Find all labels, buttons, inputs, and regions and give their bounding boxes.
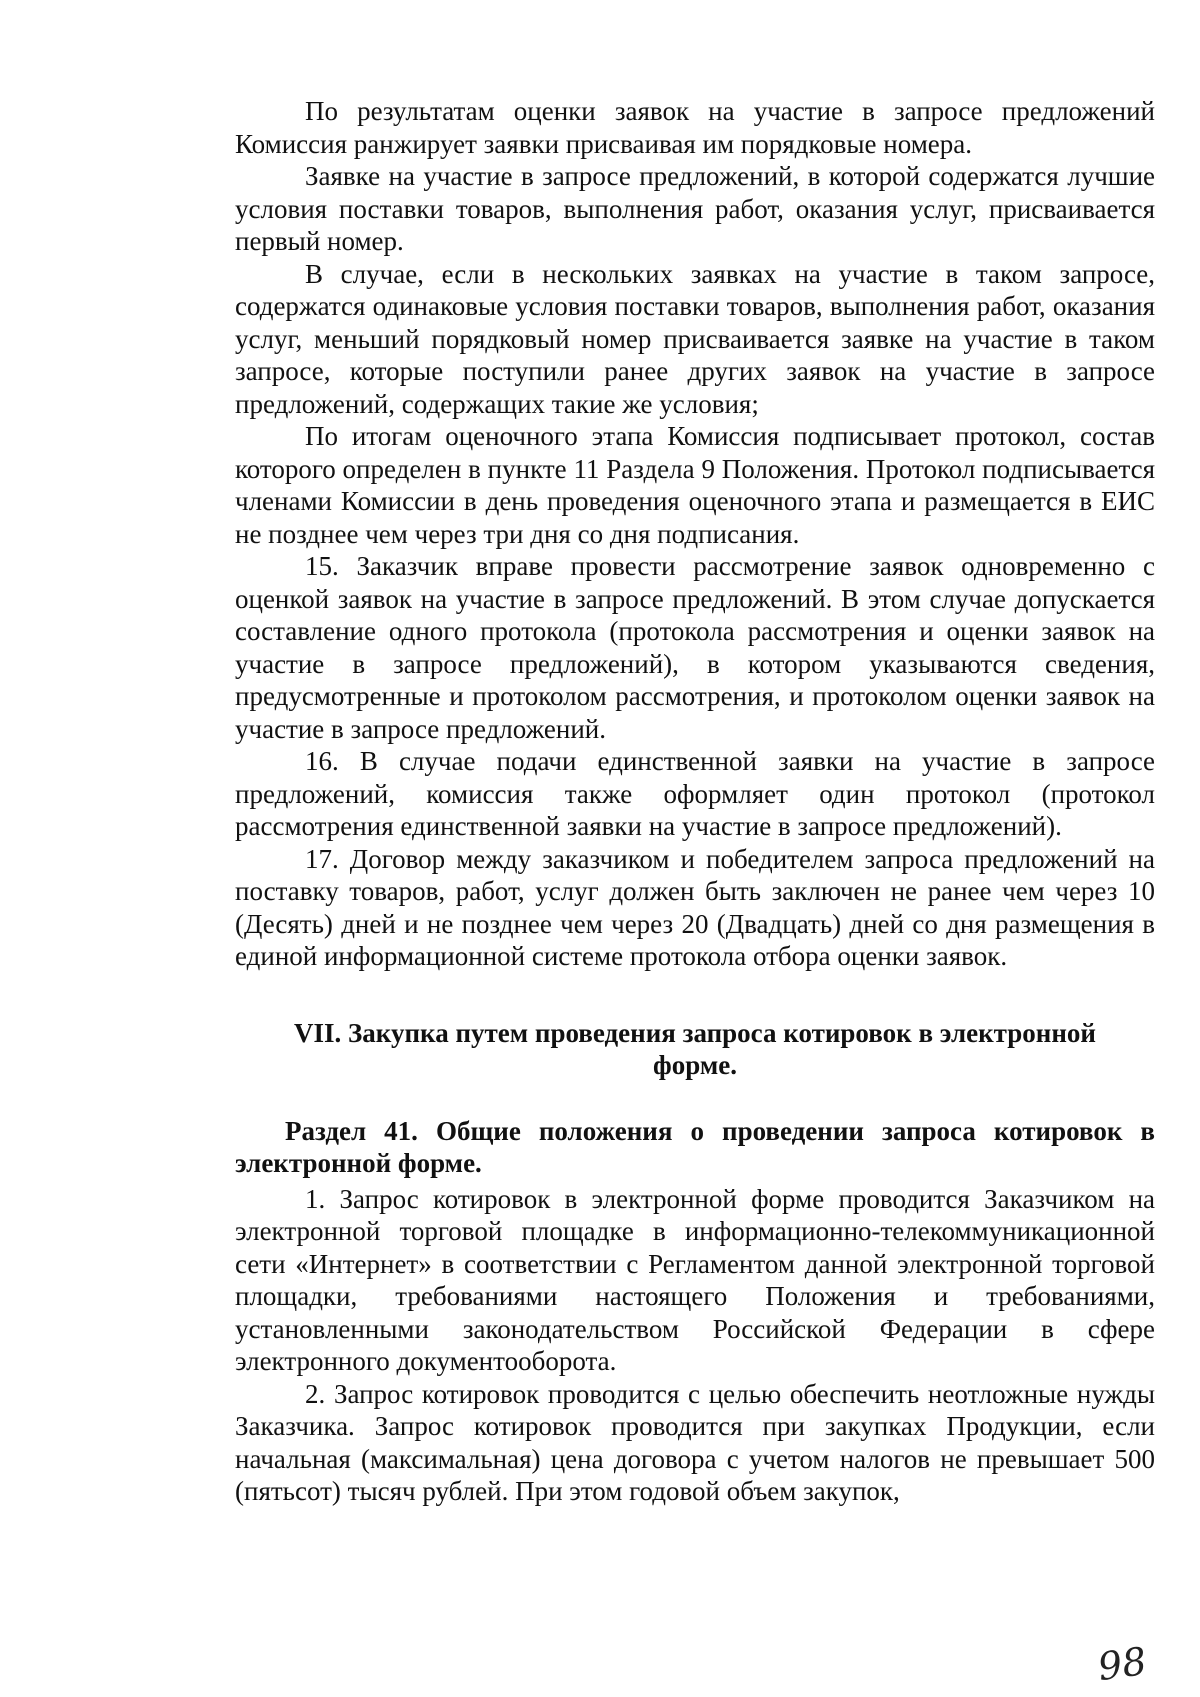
section-title: Раздел 41. Общие положения о проведении запроса котировок в электронной форме. xyxy=(235,1115,1155,1178)
paragraph-item-17: 17. Договор между заказчиком и победителем запроса предложений на поставку товаров, работ, услуг должен быть заключен не ранее чем через 10 (Десять) дней и не позднее чем через 20 (Двадцать) дней со дня размещения в единой информационной системе протокола отбора оценки заявок. xyxy=(235,843,1155,971)
paragraph-equal-conditions: В случае, если в нескольких заявках на участие в таком запросе, содержатся одинаковые условия поставки товаров, выполнения работ, оказания услуг, меньший порядковый номер присваивается заявке на участие в таком запросе, которые поступили ранее других заявок на участие в запросе предложений, содержащих такие же условия; xyxy=(235,258,1155,419)
document-page xyxy=(235,95,1155,1508)
chapter-title: VII. Закупка путем проведения запроса котировок в электронной форме. xyxy=(294,1017,1096,1080)
paragraph-first-number: Заявке на участие в запросе предложений, в которой содержатся лучшие условия поставки товаров, выполнения работ, оказания услуг, присваивается первый номер. xyxy=(235,161,1155,256)
paragraph-ranking: По результатам оценки заявок на участие в запросе предложений Комиссия ранжирует заявки присваивая им порядковые номера. xyxy=(235,96,1155,159)
paragraph-item-16: 16. В случае подачи единственной заявки на участие в запросе предложений, комиссия также оформляет один протокол (протокол рассмотрения единственной заявки на участие в запросе предложений). xyxy=(235,746,1155,841)
paragraph-item-2: 2. Запрос котировок проводится с целью обеспечить неотложные нужды Заказчика. Запрос котировок проводится при закупках Продукции, если начальная (максимальная) цена договора с учетом налогов не превышает 500 (пятьсот) тысяч рублей. При этом годовой объем закупок, xyxy=(235,1378,1155,1506)
paragraph-item-15: 15. Заказчик вправе провести рассмотрение заявок одновременно с оценкой заявок на участие в запросе предложений. В этом случае допускается составление одного протокола (протокола рассмотрения и оценки заявок на участие в запросе предложений), в котором указываются сведения, предусмотренные и протоколом рассмотрения, и протоколом оценки заявок на участие в запросе предложений. xyxy=(235,551,1155,744)
paragraph-evaluation-protocol: По итогам оценочного этапа Комиссия подписывает протокол, состав которого определен в пункте 11 Раздела 9 Положения. Протокол подписывается членами Комиссии в день проведения оценочного этапа и размещается в ЕИС не позднее чем через три дня со дня подписания. xyxy=(235,421,1155,549)
page-number: 98 xyxy=(1095,1638,1150,1690)
paragraph-item-1: 1. Запрос котировок в электронной форме проводится Заказчиком на электронной торговой площадке в информационно-телекоммуникационной сети «Интернет» в соответствии с Регламентом данной электронной торговой площадки, требованиями настоящего Положения и требованиями, установленными законодательством Российской Федерации в сфере электронного документооборота. xyxy=(235,1183,1155,1376)
